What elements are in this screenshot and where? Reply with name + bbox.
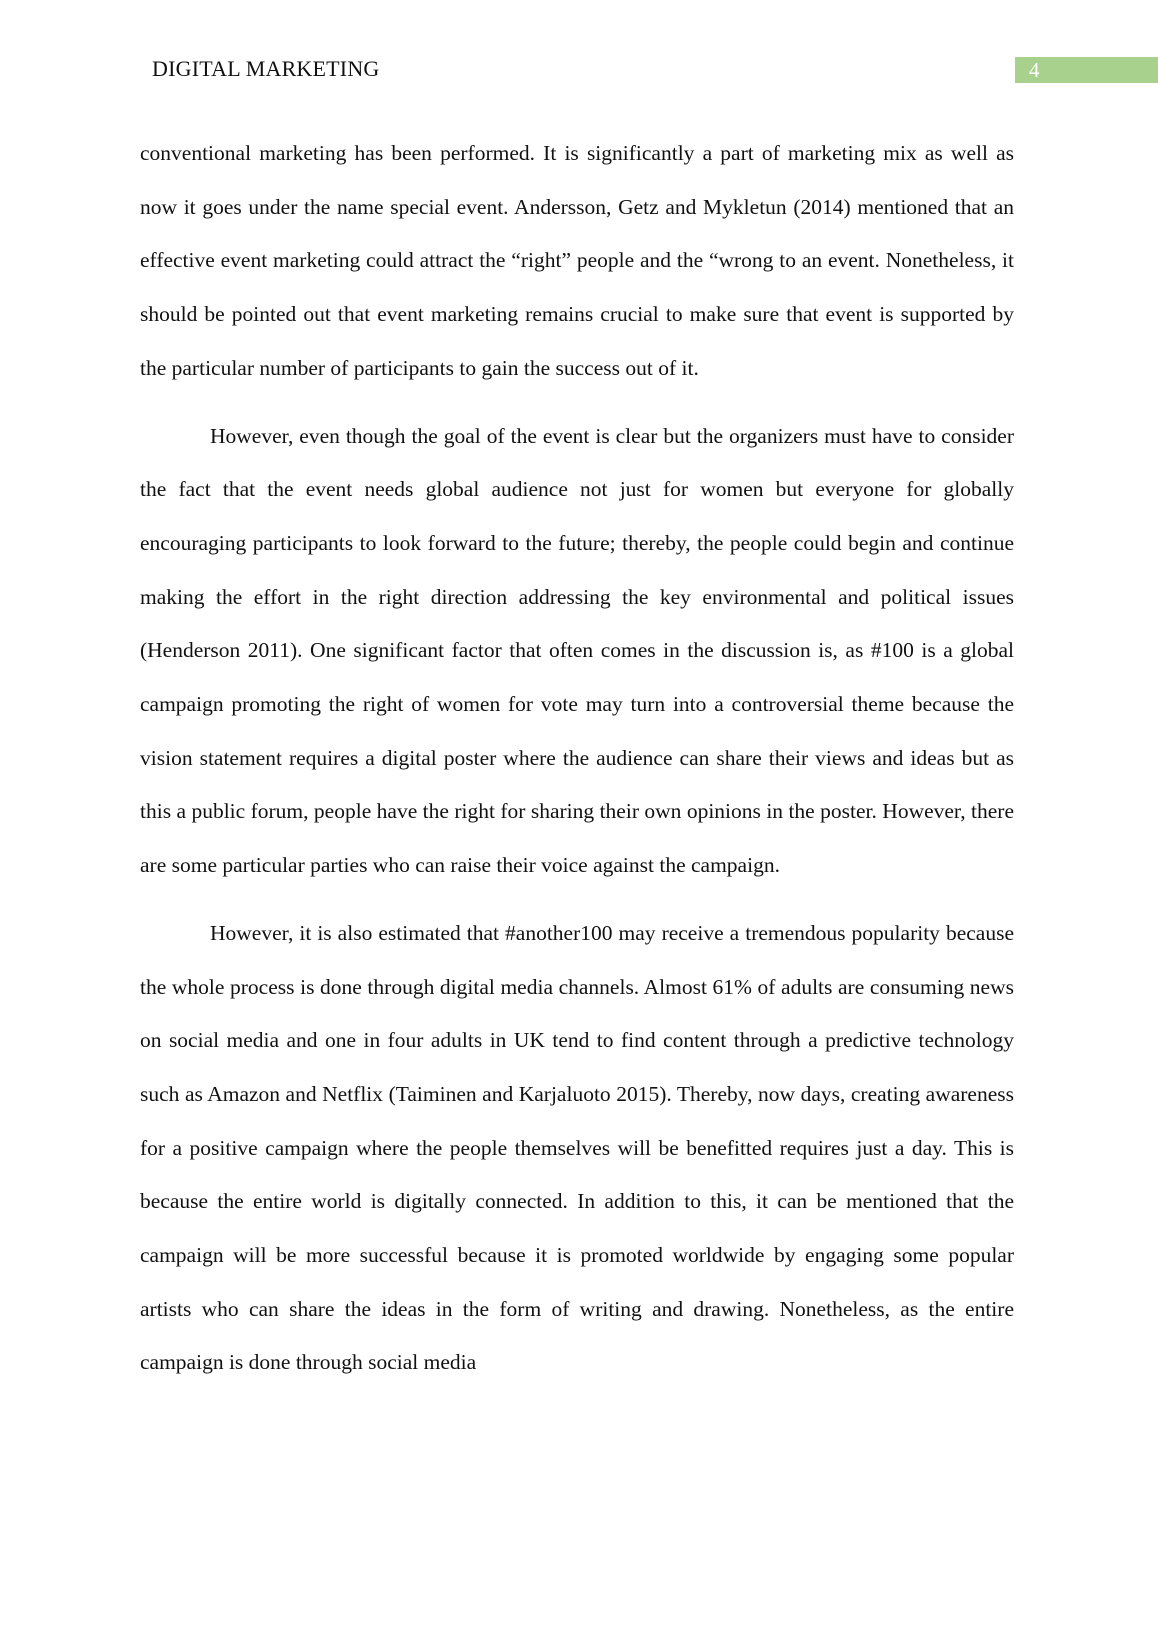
paragraph-3: However, it is also estimated that #another100 may receive a tremendous popularity because the whole process is done through digital media channels. Almost 61% of adults are consuming news on social media and one in four adults in UK tend to find content through a predictive technology such as Amazon and Netflix (Taiminen and Karjaluoto 2015). Thereby, now days, creating awareness for a positive campaign where the people themselves will be benefitted requires just a day. This is because the entire world is digitally connected. In addition to this, it can be mentioned that the campaign will be more successful because it is promoted worldwide by engaging some popular artists who can share the ideas in the form of writing and drawing. Nonetheless, as the entire campaign is done through social media [140, 920, 1014, 1375]
page-number-badge [1015, 57, 1158, 83]
paragraph-1: conventional marketing has been performed. It is significantly a part of marketing mix as well as now it goes under the name special event. Andersson, Getz and Mykletun (2014) mentioned that an effective event marketing could attract the “right” people and the “wrong to an event. Nonetheless, it should be pointed out that event marketing remains crucial to make sure that event is supported by the particular number of participants to gain the success out of it. [140, 141, 1014, 380]
running-head: DIGITAL MARKETING [152, 56, 380, 81]
page-number: 4 [1029, 58, 1040, 82]
body-text [140, 127, 1014, 1404]
paragraph-2: However, even though the goal of the event is clear but the organizers must have to consider the fact that the event needs global audience not just for women but everyone for globally encouraging participants to look forward to the future; thereby, the people could begin and continue making the effort in the right direction addressing the key environmental and political issues (Henderson 2011). One significant factor that often comes in the discussion is, as #100 is a global campaign promoting the right of women for vote may turn into a controversial theme because the vision statement requires a digital poster where the audience can share their views and ideas but as this a public forum, people have the right for sharing their own opinions in the poster. However, there are some particular parties who can raise their voice against the campaign. [140, 423, 1014, 878]
